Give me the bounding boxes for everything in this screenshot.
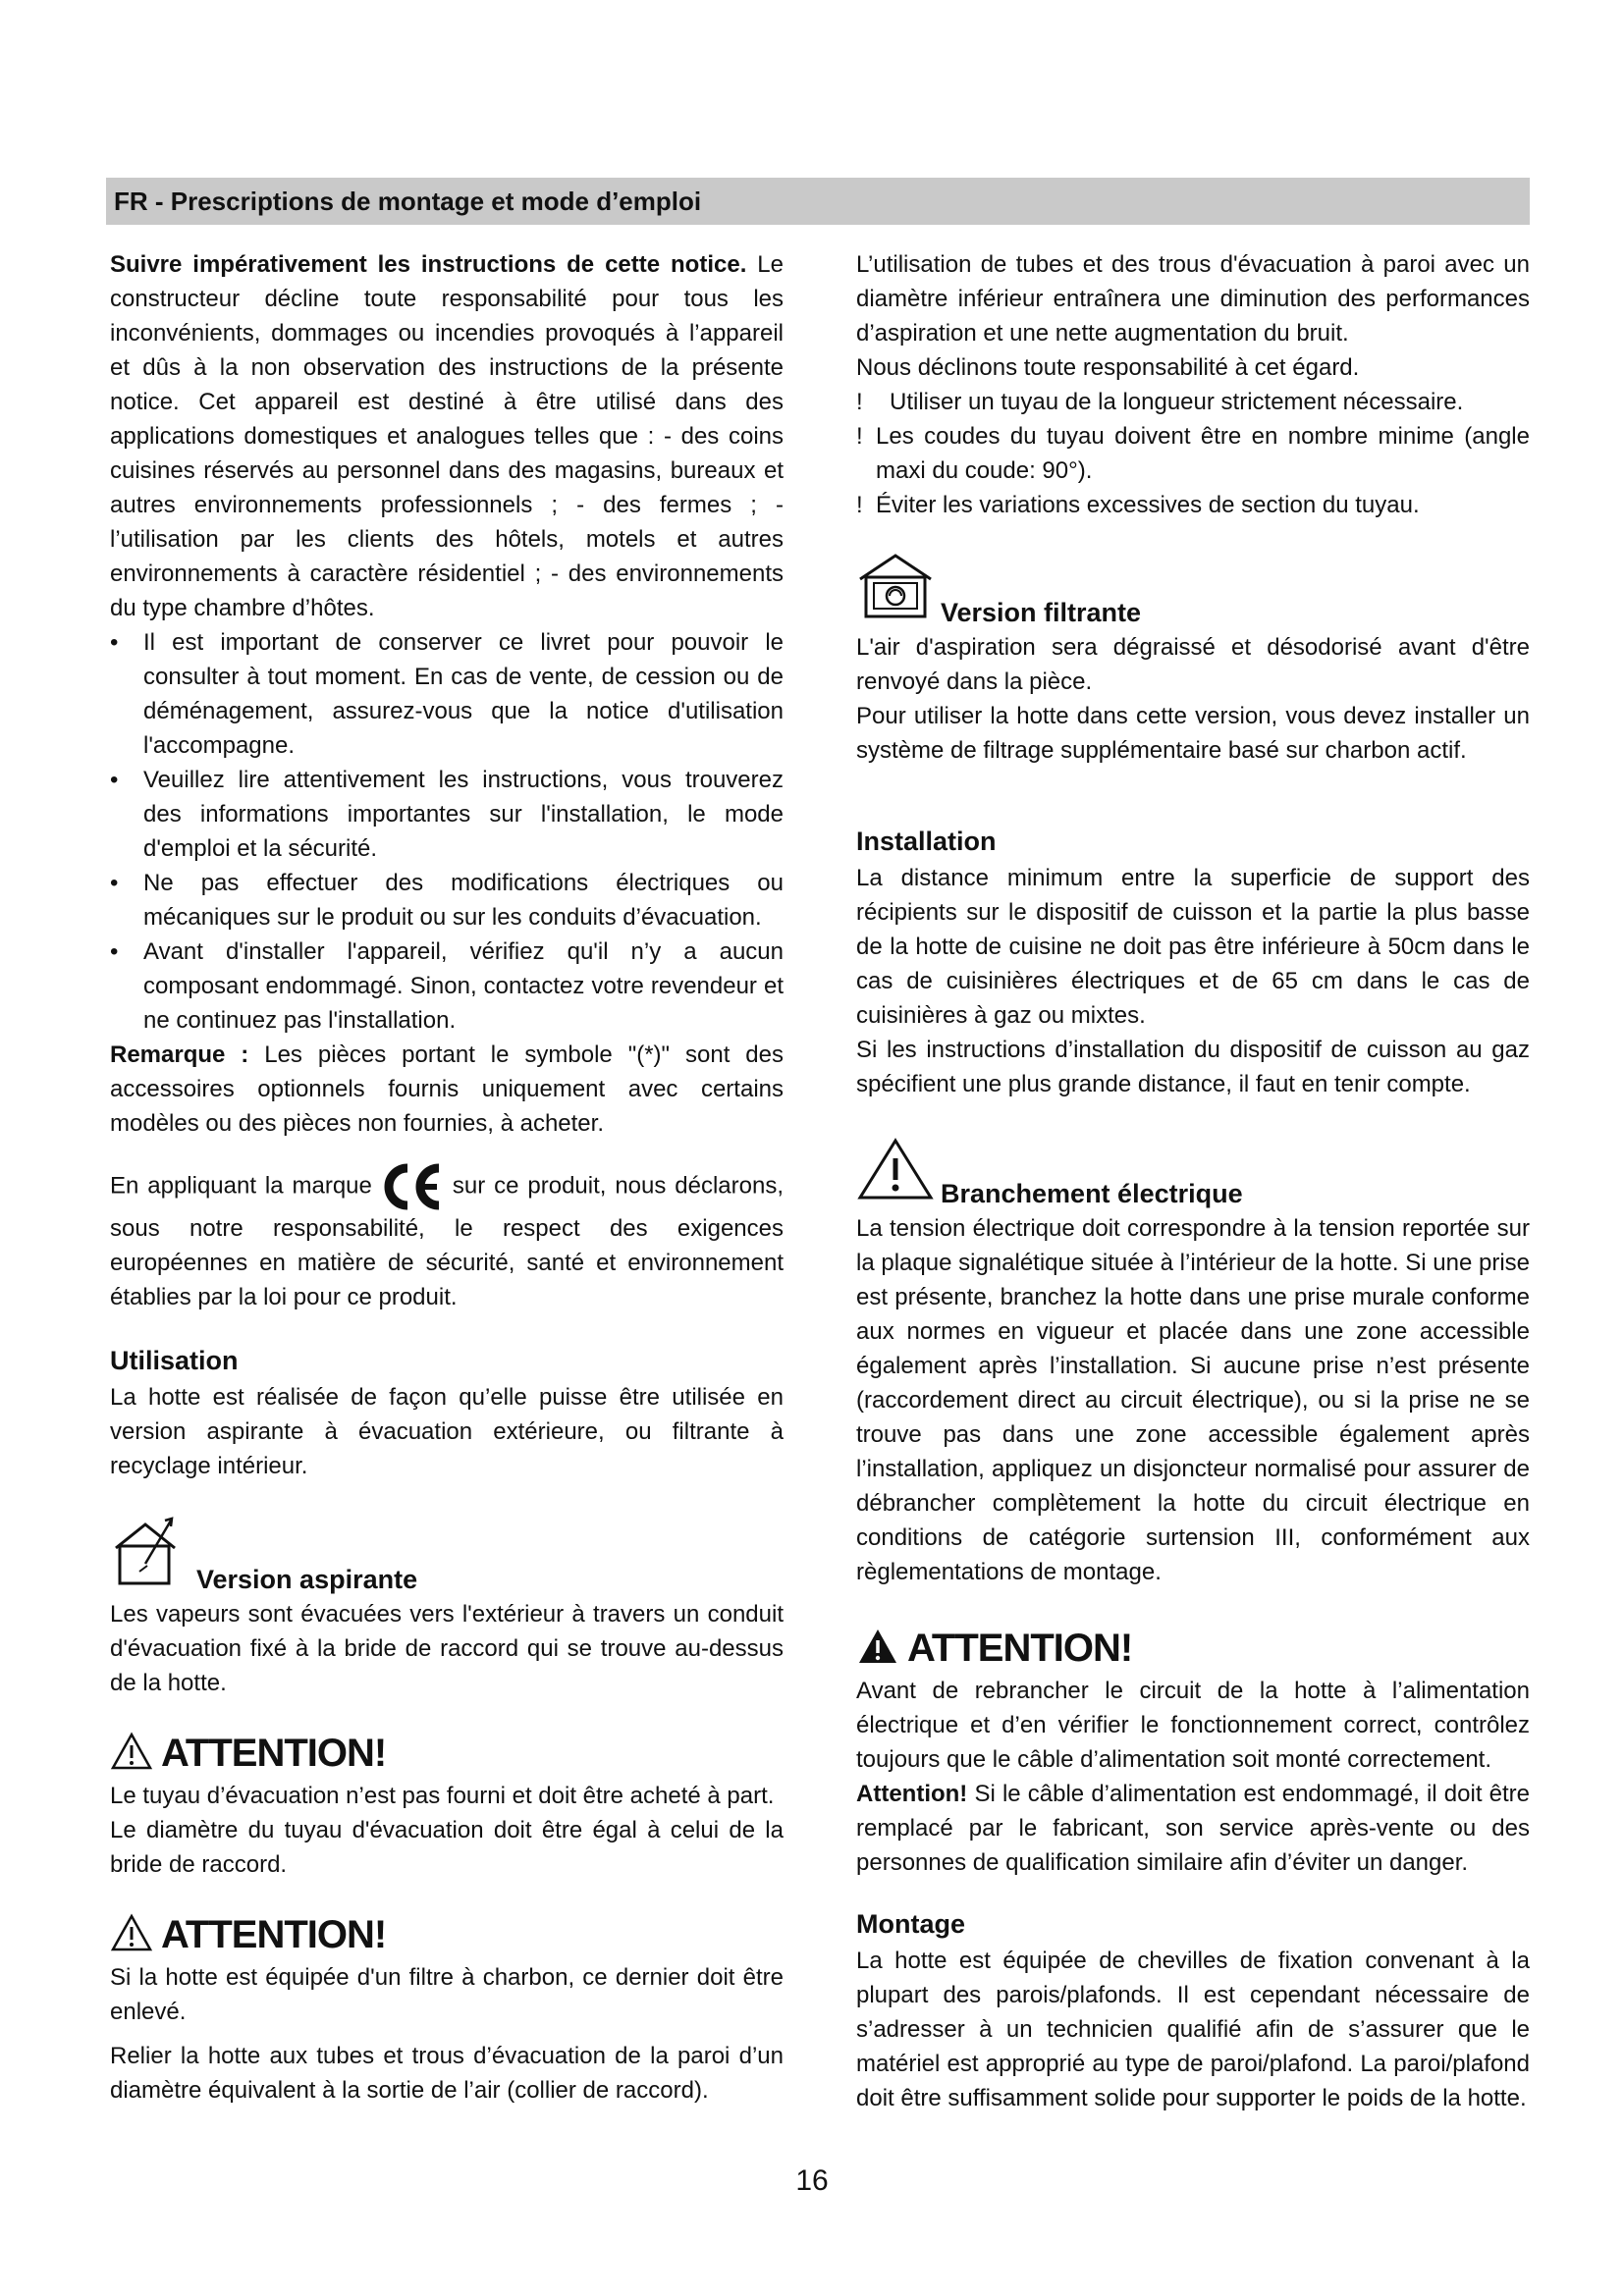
ce-paragraph [110, 1162, 784, 1314]
decline-text: Nous déclinons toute responsabilité à cet égard. [856, 354, 1360, 381]
attention3-bold: Attention! [856, 1781, 968, 1807]
warning-triangle-icon [110, 1732, 161, 1776]
attention-heading-1 [110, 1728, 784, 1779]
list-item [856, 385, 1530, 419]
section-heading-montage: Montage [856, 1909, 965, 1939]
section-heading-installation: Installation [856, 827, 997, 856]
attention3-rest: Si le câble d’alimentation est endommagé, il doit être remplacé par le fabricant, son service après-vente ou des personnes de qualification similaire afin d’éviter un danger. [856, 1781, 1530, 1876]
installation-text-2: Si les instructions d’installation du dispositif de cuisson au gaz spécifient une plus grande distance, il faut en tenir compte. [856, 1037, 1530, 1097]
excl-item-text: Les coudes du tuyau doivent être en nombre minime (angle maxi du coude: 90°). [876, 423, 1530, 484]
remark-paragraph [110, 1038, 784, 1141]
list-item [110, 763, 784, 866]
section-heading-aspirante: Version aspirante [196, 1565, 418, 1594]
warning-triangle-icon [110, 1913, 161, 1957]
exclamation-mark: ! [856, 492, 863, 518]
montage-text: La hotte est équipée de chevilles de fixation convenant à la plupart des parois/plafonds. Il est cependant nécessaire de s’adresser à un technicien qualifié afin de s’assurer que le matériel est approprié au type de paroi/plafond. La paroi/plafond doit être suffisamment solide pour supporter le poids de la hotte. [856, 1948, 1530, 2111]
exclamation-mark: ! [856, 389, 863, 415]
list-item [856, 419, 1530, 488]
right-column [856, 247, 1530, 2115]
list-item [110, 934, 784, 1038]
exclamation-mark: ! [856, 423, 863, 450]
page-number: 16 [795, 2164, 829, 2197]
tubes-text: L’utilisation de tubes et des trous d'évacuation à paroi avec un diamètre inférieur entraînera une diminution des performances d’aspiration et une nette augmentation du bruit. [856, 251, 1530, 347]
excl-item-text: Éviter les variations excessives de section du tuyau. [876, 492, 1420, 518]
attention2-text-2: Relier la hotte aux tubes et trous d’évacuation de la paroi d’un diamètre équivalent à la sortie de l’air (collier de raccord). [110, 2043, 784, 2104]
bullet-mark: • [110, 938, 119, 965]
intro-bold: Suivre impérativement les instructions de cette notice. [110, 251, 747, 278]
bullet-mark: • [110, 629, 119, 656]
aspirante-text: Les vapeurs sont évacuées vers l'extérieur à travers un conduit d'évacuation fixé à la bride de raccord qui se trouve au-dessus de la hotte. [110, 1601, 784, 1696]
bullet-mark: • [110, 870, 119, 896]
branchement-text: La tension électrique doit correspondre à la tension reportée sur la plaque signalétique située à l’intérieur de la hotte. Si une prise est présente, branchez la hotte dans une prise murale conforme aux normes en vigueur et placée dans une zone accessible également après l’installation. Si aucune prise n’est présente (raccordement direct au circuit électrique), ou si la prise ne se trouve pas dans une zone accessible également après l’installation, appliquez un disjoncteur normalisé pour assurer de débrancher complètement la hotte du circuit électrique en conditions de catégorie surtension III, conformément aux règlementations de montage. [856, 1215, 1530, 1585]
excl-item-text: Utiliser un tuyau de la longueur strictement nécessaire. [890, 389, 1464, 415]
utilisation-text: La hotte est réalisée de façon qu’elle puisse être utilisée en version aspirante à évacuation extérieure, ou filtrante à recyclage intérieur. [110, 1384, 784, 1479]
list-item [110, 625, 784, 763]
attention-title: ATTENTION! [161, 1731, 387, 1775]
left-column [110, 247, 784, 2108]
section-heading-utilisation: Utilisation [110, 1346, 239, 1375]
header-bar [106, 178, 1530, 225]
intro-paragraph [110, 247, 784, 625]
bullet-mark: • [110, 767, 119, 793]
ce-text-before: En appliquant la marque [110, 1172, 372, 1200]
remark-bold: Remarque : [110, 1041, 249, 1068]
ce-mark-icon [378, 1162, 447, 1211]
filtrante-text-1: L'air d'aspiration sera dégraissé et désodorisé avant d'être renvoyé dans la pièce. [856, 634, 1530, 695]
attention3-text-1: Avant de rebrancher le circuit de la hotte à l’alimentation électrique et d’en vérifier le fonctionnement correct, contrôlez toujours que le câble d’alimentation soit monté correctement. [856, 1678, 1530, 1773]
attention1-text-1: Le tuyau d’évacuation n’est pas fourni et doit être acheté à part. [110, 1783, 775, 1809]
attention-title: ATTENTION! [907, 1626, 1133, 1670]
section-heading-branchement: Branchement électrique [941, 1179, 1243, 1208]
section-aspirante-header [110, 1517, 784, 1597]
attention-heading-2 [110, 1909, 784, 1960]
warning-triangle-filled-icon [856, 1627, 907, 1671]
ce-text-after: sur ce produit, nous déclarons, sous notre responsabilité, le respect des exigences européennes en matière de sécurité, santé et environnement établies par la loi pour ce produit. [110, 1172, 785, 1310]
bullet-text: Avant d'installer l'appareil, vérifiez qu'il n’y a aucun composant endommagé. Sinon, contactez votre revendeur et ne continuez pas l'installation. [143, 938, 784, 1034]
bullet-text: Il est important de conserver ce livret pour pouvoir le consulter à tout moment. En cas de vente, de cession ou de déménagement, assurez-vous que la notice d'utilisation l'accompagne. [143, 629, 784, 759]
filtrante-text-2: Pour utiliser la hotte dans cette version, vous devez installer un système de filtrage supplémentaire basé sur charbon actif. [856, 703, 1530, 764]
attention-heading-3 [856, 1623, 1530, 1674]
house-filter-icon [856, 552, 935, 630]
section-branchement-header [856, 1137, 1530, 1211]
section-heading-filtrante: Version filtrante [941, 598, 1142, 627]
intro-text: Le constructeur décline toute responsabilité pour tous les inconvénients, dommages ou incendies provoqués à l’appareil et dûs à la non observation des instructions de la présente notice. Cet appareil est destiné à être utilisé dans des applications domestiques et analogues telles que : - des coins cuisines réservés au personnel dans des magasins, bureaux et autres environnements professionnels ; - des fermes ; - l’utilisation par les clients des hôtels, motels et autres environnements à caractère résidentiel ; - des environnements du type chambre d’hôtes. [110, 251, 784, 621]
bullet-text: Veuillez lire attentivement les instructions, vous trouverez des informations importantes sur l'installation, le mode d'emploi et la sécurité. [143, 767, 784, 862]
list-item [110, 866, 784, 934]
attention1-text-2: Le diamètre du tuyau d'évacuation doit être égal à celui de la bride de raccord. [110, 1817, 784, 1878]
attention3-text-2 [856, 1777, 1530, 1880]
bullet-text: Ne pas effectuer des modifications électriques ou mécaniques sur le produit ou sur les conduits d’évacuation. [143, 870, 784, 931]
installation-text-1: La distance minimum entre la superficie de support des récipients sur le dispositif de cuisson et la partie la plus basse de la hotte de cuisine ne doit pas être inférieure à 50cm dans le cas de cuisinières électriques et de 65 cm dans le cas de cuisinières à gaz ou mixtes. [856, 865, 1530, 1029]
remark-text: Les pièces portant le symbole "(*)" sont des accessoires optionnels fournis uniquement avec certains modèles ou des pièces non fournies, à acheter. [110, 1041, 784, 1137]
list-item [856, 488, 1530, 522]
section-filtrante-header [856, 552, 1530, 630]
attention-title: ATTENTION! [161, 1912, 387, 1956]
house-chimney-icon [110, 1517, 190, 1597]
page-title: FR - Prescriptions de montage et mode d’emploi [114, 187, 702, 216]
warning-triangle-icon [856, 1137, 935, 1211]
attention2-text-1: Si la hotte est équipée d'un filtre à charbon, ce dernier doit être enlevé. [110, 1964, 784, 2025]
